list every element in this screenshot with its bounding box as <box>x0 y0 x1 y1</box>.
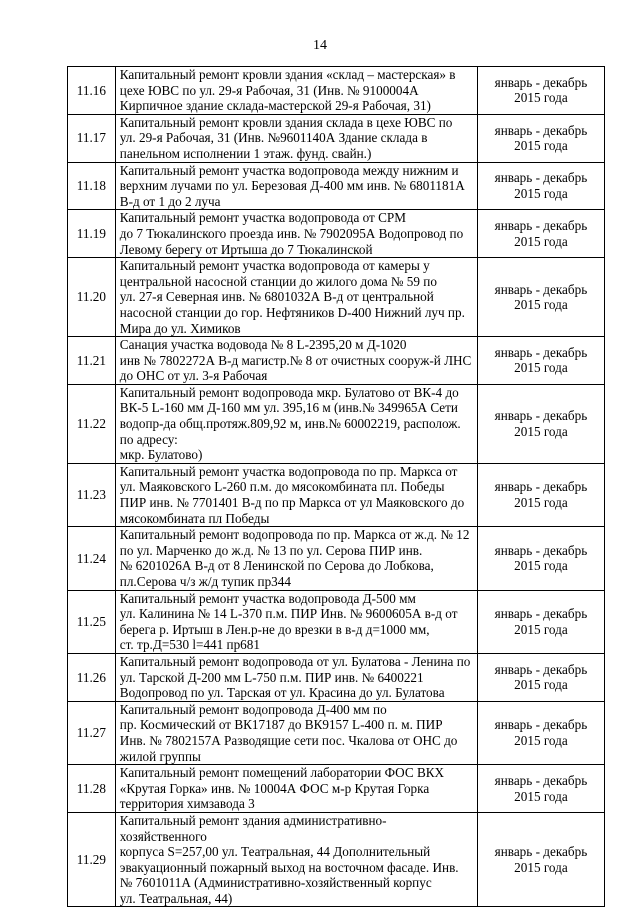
period-cell: январь - декабрь 2015 года <box>477 590 604 653</box>
table-row <box>68 527 605 590</box>
page-number: 14 <box>313 38 327 53</box>
work-description-cell: Капитальный ремонт здания административно-хозяйственного корпуса S=257,00 ул. Театральная, 44 Дополнительный эвакуационный пожарный выход на восточном фасаде. Инв. № 7601011А (Административно-хозяйственный корпус ул. Театральная, 44) <box>115 812 477 907</box>
table-row <box>68 653 605 701</box>
table-row <box>68 337 605 385</box>
row-number-cell: 11.26 <box>68 653 116 701</box>
period-cell: январь - декабрь 2015 года <box>477 337 604 385</box>
period-cell: январь - декабрь 2015 года <box>477 701 604 764</box>
table-row <box>68 258 605 337</box>
table-row <box>68 812 605 907</box>
row-number-cell: 11.27 <box>68 701 116 764</box>
table-row <box>68 463 605 526</box>
period-cell: январь - декабрь 2015 года <box>477 210 604 258</box>
period-cell: январь - декабрь 2015 года <box>477 527 604 590</box>
table-row <box>68 590 605 653</box>
table-row <box>68 210 605 258</box>
work-description-cell: Капитальный ремонт участка водопровода по пр. Маркса от ул. Маяковского L-260 п.м. до мясокомбината пл. Победы ПИР инв. № 7701401 В-д по пр Маркса от ул Маяковского до мясокомбината пл Победы <box>115 463 477 526</box>
table-row <box>68 765 605 813</box>
work-description-cell: Капитальный ремонт участка водопровода от камеры у центральной насосной станции до жилого дома № 59 по ул. 27-я Северная инв. № 6801032А В-д от центральной насосной станции до гор. Нефтяников D-400 Нижний луч пр. Мира до ул. Химиков <box>115 258 477 337</box>
work-description-cell: Капитальный ремонт кровли здания склада в цехе ЮВС по ул. 29-я Рабочая, 31 (Инв. №9601140А Здание склада в панельном исполнении 1 этаж. фунд. свайн.) <box>115 114 477 162</box>
row-number-cell: 11.19 <box>68 210 116 258</box>
work-description-cell: Санация участка водовода № 8 L-2395,20 м Д-1020 инв № 7802272А В-д магистр.№ 8 от очистных сооруж-й ЛНС до ОНС от ул. 3-я Рабочая <box>115 337 477 385</box>
row-number-cell: 11.23 <box>68 463 116 526</box>
row-number-cell: 11.22 <box>68 384 116 463</box>
row-number-cell: 11.29 <box>68 812 116 907</box>
row-number-cell: 11.28 <box>68 765 116 813</box>
period-cell: январь - декабрь 2015 года <box>477 258 604 337</box>
period-cell: январь - декабрь 2015 года <box>477 114 604 162</box>
work-description-cell: Капитальный ремонт участка водопровода между нижним и верхним лучами по ул. Березовая Д-400 мм инв. № 6801181А В-д от 1 до 2 луча <box>115 162 477 210</box>
work-description-cell: Капитальный ремонт водопровода мкр. Булатово от ВК-4 до ВК-5 L-160 мм Д-160 мм ул. 395,16 м (инв.№ 349965А Сети водопр-да общ.протяж.809,92 м, инв.№ 60002219, располож. по адресу: мкр. Булатово) <box>115 384 477 463</box>
period-cell: январь - декабрь 2015 года <box>477 463 604 526</box>
row-number-cell: 11.20 <box>68 258 116 337</box>
period-cell: январь - декабрь 2015 года <box>477 765 604 813</box>
row-number-cell: 11.25 <box>68 590 116 653</box>
table-row <box>68 114 605 162</box>
table-row <box>68 384 605 463</box>
row-number-cell: 11.21 <box>68 337 116 385</box>
period-cell: январь - декабрь 2015 года <box>477 162 604 210</box>
row-number-cell: 11.16 <box>68 67 116 115</box>
work-description-cell: Капитальный ремонт кровли здания «склад – мастерская» в цехе ЮВС по ул. 29-я Рабочая, 31 (Инв. № 9100004А Кирпичное здание склада-мастерской 29-я Рабочая, 31) <box>115 67 477 115</box>
table-row <box>68 67 605 115</box>
work-description-cell: Капитальный ремонт участка водопровода Д-500 мм ул. Калинина № 14 L-370 п.м. ПИР Инв. № 9600605А в-д от берега р. Иртыш в Лен.р-не до врезки в в-д д=1000 мм, ст. тр.Д=530 l=441 пр681 <box>115 590 477 653</box>
period-cell: январь - декабрь 2015 года <box>477 653 604 701</box>
period-cell: январь - декабрь 2015 года <box>477 812 604 907</box>
table-row <box>68 701 605 764</box>
period-cell: январь - декабрь 2015 года <box>477 384 604 463</box>
row-number-cell: 11.18 <box>68 162 116 210</box>
table-body <box>68 67 605 907</box>
works-schedule-table <box>67 66 605 907</box>
row-number-cell: 11.17 <box>68 114 116 162</box>
work-description-cell: Капитальный ремонт водопровода от ул. Булатова - Ленина по ул. Тарской Д-200 мм L-750 п.м. ПИР инв. № 6400221 Водопровод по ул. Тарская от ул. Красина до ул. Булатова <box>115 653 477 701</box>
work-description-cell: Капитальный ремонт участка водопровода от СРМ до 7 Тюкалинского проезда инв. № 7902095А Водопровод по Левому берегу от Иртыша до 7 Тюкалинской <box>115 210 477 258</box>
table-row <box>68 162 605 210</box>
work-description-cell: Капитальный ремонт помещений лаборатории ФОС ВКХ «Крутая Горка» инв. № 10004А ФОС м-р Крутая Горка территория химзавода 3 <box>115 765 477 813</box>
row-number-cell: 11.24 <box>68 527 116 590</box>
work-description-cell: Капитальный ремонт водопровода Д-400 мм по пр. Космический от ВК17187 до ВК9157 L-400 п. м. ПИР Инв. № 7802157А Разводящие сети пос. Чкалова от ОНС до жилой группы <box>115 701 477 764</box>
period-cell: январь - декабрь 2015 года <box>477 67 604 115</box>
work-description-cell: Капитальный ремонт водопровода по пр. Маркса от ж.д. № 12 по ул. Марченко до ж.д. № 13 по ул. Серова ПИР инв. № 6201026А В-д от 8 Ленинской по Серова до Лобкова, пл.Серова ч/з ж/д тупик пр344 <box>115 527 477 590</box>
